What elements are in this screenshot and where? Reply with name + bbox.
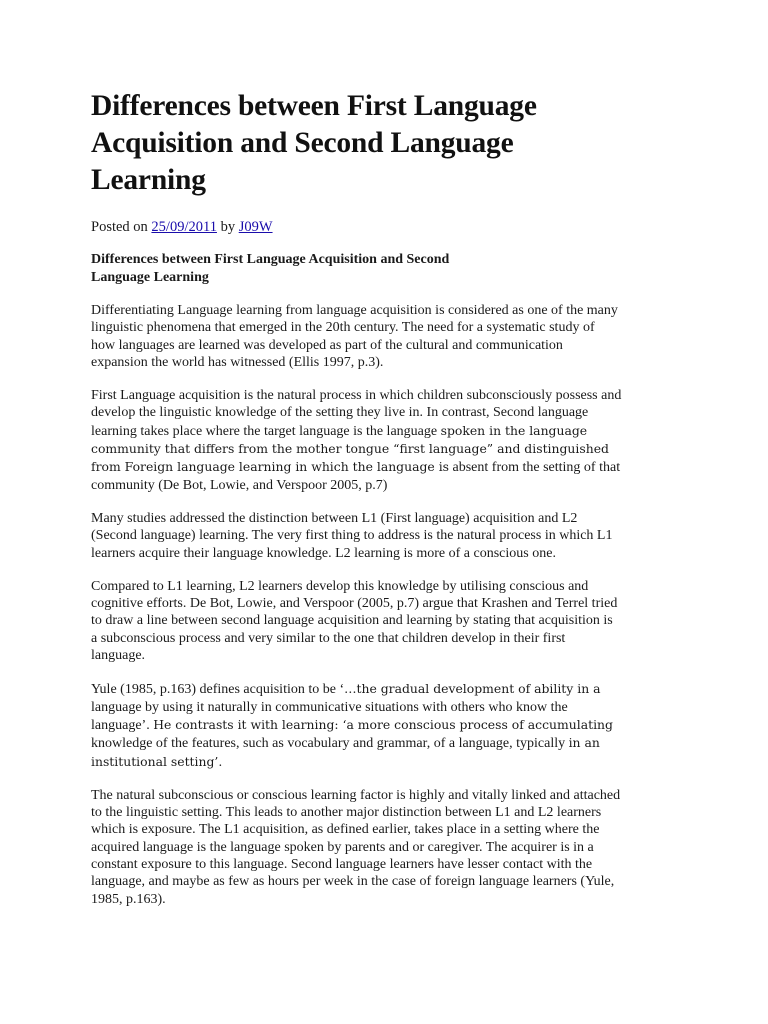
author-link[interactable]: J09W [238,219,273,235]
paragraph-4: Compared to L1 learning, L2 learners develop this knowledge by utilising conscious and cognitive efforts. De Bot, Lowie, and Verspoor (2005, p.7) argue that Krashen and Terrel tried to draw a line between second language acquisition and learning by stating that acquisition is a subconscious process and very similar to the one that children develop in their first language. [91,578,618,664]
paragraph-2-part-c: absent from the setting of that community (De Bot, Lowie, and Verspoor 2005, p.7) [91,460,621,493]
paragraph-5-part-f: in an institutional setting’. [91,735,600,769]
paragraph-3: Many studies addressed the distinction between L1 (First language) acquisition and L2 (Second language) learning. The very first thing to address is the natural process in which L1 learners acquire their language knowledge. L2 learning is more of a conscious one. [91,510,613,561]
article-subtitle: Differences between First Language Acquisition and Second Language Learning [91,252,450,285]
posted-on-label: Posted on [91,219,152,235]
article [91,88,631,924]
post-date-link[interactable]: 25/09/2011 [151,219,217,235]
paragraph-2-part-a: First Language acquisition is the natural process in which children subconsciously possess and develop the linguistic knowledge of the setting they live in. In contrast, Second language learning takes place where the target language is the language [91,388,622,439]
paragraph-5-part-c: language by using it naturally in communicative situations with others who know the language’. [91,699,568,733]
paragraph-5-part-e: knowledge of the features, such as vocabulary and grammar, of a language, typically [91,736,569,752]
paragraph-5-part-a: Yule (1985, p.163) defines acquisition to be ‘ [91,682,345,698]
post-meta [91,217,631,237]
paragraph-6: The natural subconscious or conscious learning factor is highly and vitally linked and attached to the linguistic setting. This leads to another major distinction between L1 and L2 learners which is exposure. The L1 acquisition, as defined earlier, takes place in a setting where the acquired language is the language spoken by parents and or caregiver. The acquirer is in a constant exposure to this language. Second language learners have lesser contact with the language, and maybe as few as hours per week in the case of foreign language learners (Yule, 1985, p.163). [91,787,621,907]
paragraph-5 [91,680,626,770]
paragraph-2-part-b: spoken in the language community that differs from the mother tongue “first language” and distinguished from Foreign language learning in which the language is [91,422,609,475]
page-title: Differences between First Language Acquisition and Second Language Learning [91,90,537,196]
paragraph-1: Differentiating Language learning from language acquisition is considered as one of the many linguistic phenomena that emerged in the 20th century. The need for a systematic study of how languages are learned was developed as part of the cultural and communication expansion the world has witnessed (Ellis 1997, p.3). [91,303,618,370]
paragraph-2 [91,387,626,494]
paragraph-5-part-d: He contrasts it with learning: ‘a more conscious process of accumulating [153,716,613,732]
paragraph-5-part-b: …the gradual development of ability in a [344,681,601,697]
by-label: by [216,219,239,235]
